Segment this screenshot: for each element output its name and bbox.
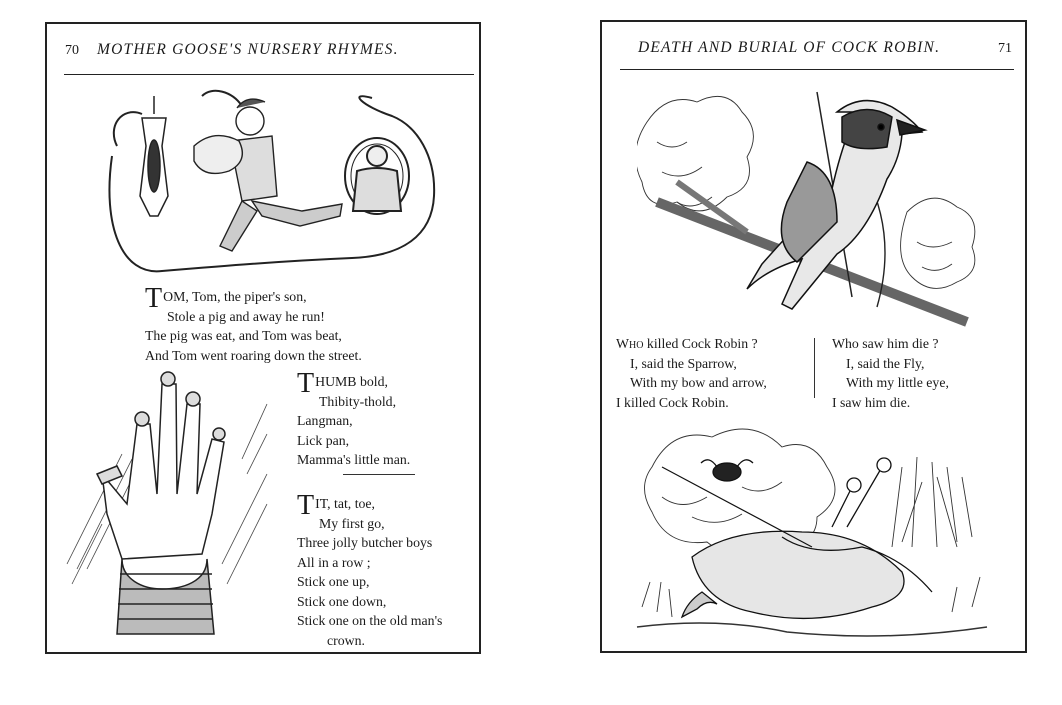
verse-who-killed [616,334,767,412]
verse-line: IT, tat, toe, [315,496,375,511]
verse-line: Stick one up, [297,574,370,589]
verse-line: All in a row ; [297,554,371,570]
drop-cap: T [145,283,163,314]
verse-line: I saw him die. [832,394,911,410]
drop-cap: T [297,490,315,521]
right-page-header [602,22,1025,72]
verse-line: Who saw him die ? [832,336,939,351]
verse-line: Thibity-thold, [319,393,397,409]
sparrow-with-bow-illustration [637,82,997,337]
drop-cap: T [297,368,315,399]
verse-line: Three jolly butcher boys [297,535,433,550]
rhyme-thumb-bold [297,368,411,470]
verse-who-saw [832,334,949,412]
right-page [600,20,1027,653]
verse-line: Stick one down, [297,593,387,609]
left-page [45,22,481,654]
verse-divider [814,338,815,398]
verse-line: With my little eye, [846,375,949,390]
verse-line: I killed Cock Robin. [616,394,729,410]
verse-line: My first go, [319,515,385,531]
verse-line: crown. [327,632,365,648]
verse-line: And Tom went roaring down the street. [145,347,362,363]
header-rule [620,69,1014,70]
verse-line [616,334,767,354]
running-title: DEATH AND BURIAL OF COCK ROBIN. [638,39,941,56]
rhyme-separator [343,474,415,475]
verse-line: The pig was eat, and Tom was beat, [145,328,342,343]
page-number: 70 [65,43,79,58]
page-number: 71 [998,41,1012,56]
verse-line-rest: killed Cock Robin ? [643,336,758,351]
tom-piper-son-illustration [102,86,452,281]
verse-line: Mamma's little man. [297,452,411,467]
running-title: MOTHER GOOSE'S NURSERY RHYMES. [97,41,399,58]
rhyme-tit-tat-toe [297,490,443,650]
hand-puppets-illustration [62,364,272,639]
verse-line: I, said the Fly, [846,355,925,371]
verse-line: I, said the Sparrow, [630,355,737,371]
dead-robin-illustration [632,407,1002,642]
left-page-header [47,24,479,74]
verse-line: HUMB bold, [315,374,388,389]
verse-lead-word: Who [616,336,644,351]
header-rule [64,74,474,75]
verse-line: With my bow and arrow, [630,375,767,390]
verse-line: Lick pan, [297,432,350,448]
rhyme-tom-piper [145,283,362,365]
verse-line: Langman, [297,413,353,428]
verse-line: Stole a pig and away he run! [167,308,325,324]
verse-line: Stick one on the old man's [297,613,443,628]
verse-line: OM, Tom, the piper's son, [163,289,307,304]
